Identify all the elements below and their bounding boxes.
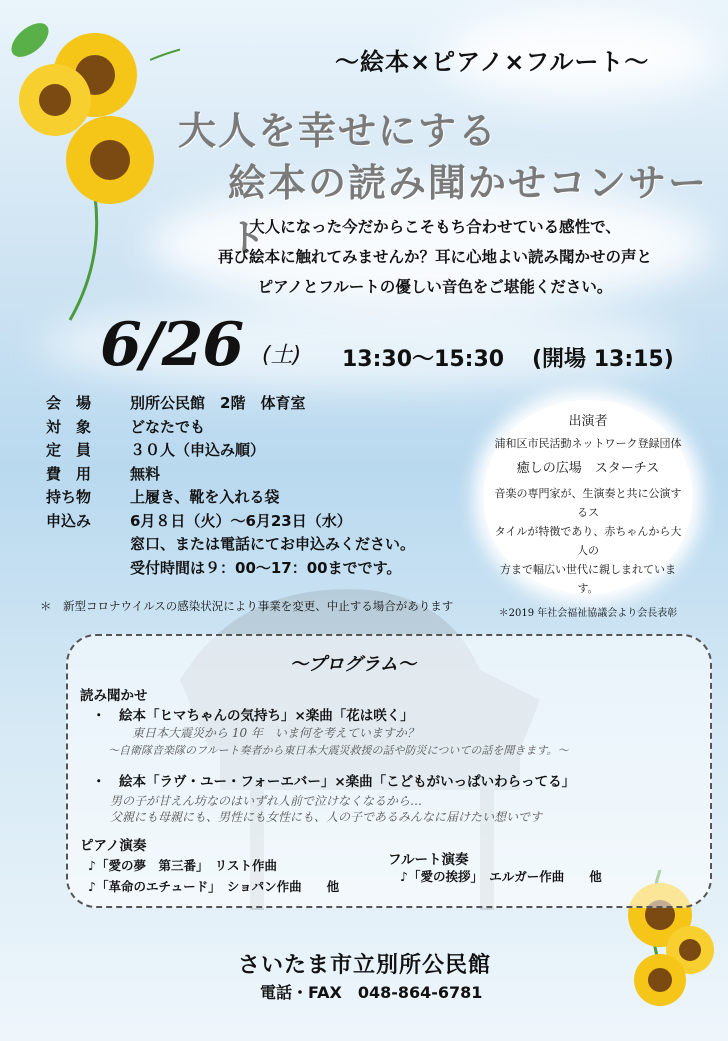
piano-piece: ♪「革命のエチュード」 ショパン作曲 他: [88, 879, 340, 894]
detail-row: [46, 439, 415, 463]
detail-row: [46, 463, 415, 487]
title-line-2: 絵本の読み聞かせコンサート: [228, 161, 709, 260]
reading-desc: 東日本大震災から 10 年 いま何を考えていますか？: [132, 726, 419, 740]
intro-text: [170, 212, 700, 302]
performer-heading: 出演者: [568, 414, 608, 429]
performer-desc: [484, 484, 692, 598]
performer-org: 浦和区市民活動ネットワーク登録団体: [494, 437, 682, 450]
detail-value: 別所公民館 2階 体育室: [130, 394, 306, 412]
performer-desc-line: タイルが特徴であり、赤ちゃんから大人の: [494, 525, 682, 557]
detail-key: 定 員: [46, 441, 92, 459]
detail-row: [46, 510, 415, 534]
subtitle: ～絵本×ピアノ×フルート～: [335, 48, 650, 76]
detail-value: 無料: [130, 464, 161, 483]
detail-key: 対 象: [46, 417, 92, 436]
detail-row: [46, 416, 415, 440]
reading-desc: ～自衛隊音楽隊のフルート奏者から東日本大震災救援の話や防災についての話を聞きます。～: [108, 744, 569, 757]
detail-row: [46, 392, 415, 416]
event-details: [46, 392, 415, 580]
intro-line: 再び絵本に触れてみませんか？耳に心地よい読み聞かせの声と: [217, 248, 652, 266]
detail-key: 持ち物: [46, 488, 92, 506]
detail-value: どなたでも: [130, 417, 206, 436]
title-line-1: 大人を幸せにする: [178, 109, 499, 153]
covid-note: ＊ 新型コロナウイルスの感染状況により事業を変更、中止する場合があります: [40, 599, 454, 613]
detail-key: 申込み: [46, 511, 92, 530]
piano-heading: ピアノ演奏: [80, 838, 147, 854]
contact-phone: 電話・FAX 048-864-6781: [260, 983, 483, 1002]
detail-continued: 受付時間は９：00～17：00までです。: [130, 558, 402, 577]
opening-time: (開場 13:15): [532, 347, 674, 372]
reading-item: ・ 絵本「ヒマちゃんの気持ち」×楽曲「花は咲く」: [92, 708, 414, 724]
venue-name: さいたま市立別所公民館: [238, 953, 492, 978]
reading-desc: 男の子が甘えん坊なのはいずれ人前で泣けなくなるから…: [110, 794, 423, 808]
flute-heading: フルート演奏: [388, 852, 469, 868]
event-day: (土): [262, 343, 302, 368]
detail-key: 費 用: [46, 464, 92, 483]
performer-desc-line: 方まで幅広い世代に親しまれています。: [500, 563, 676, 595]
program-title: ～プログラム～: [290, 654, 416, 675]
intro-line: ピアノとフルートの優しい音色をご堪能ください。: [257, 278, 613, 296]
event-time: 13:30～15:30: [342, 347, 505, 372]
detail-row: [46, 486, 415, 510]
performer-name: 癒しの広場 スターチス: [516, 461, 660, 476]
intro-line: 大人になった今だからこそもち合わせている感性で、: [249, 218, 621, 236]
performer-desc-line: 音楽の専門家が、生演奏と共に公演するス: [494, 487, 682, 519]
detail-value: ３０人（申込み順）: [130, 441, 266, 459]
piano-piece: ♪「愛の夢 第三番」 リスト作曲: [88, 858, 277, 873]
detail-continued: 窓口、または電話にてお申込みください。: [130, 535, 416, 553]
sunflower-icon: [0, 0, 180, 330]
reading-item: ・ 絵本「ラヴ・ユー・フォーエバー」×楽曲「こどもがいっぱいわらってる」: [92, 774, 576, 790]
performer-box: [484, 400, 692, 619]
flute-piece: ♪「愛の挨拶」 エルガー作曲 他: [400, 869, 602, 884]
detail-key: 会 場: [46, 394, 92, 412]
event-date: 6/26: [100, 310, 244, 380]
detail-value: 上履き、靴を入れる袋: [130, 488, 280, 506]
performer-award: ＊2019 年社会福祉協議会より会長表彰: [498, 608, 678, 619]
reading-heading: 読み聞かせ: [80, 688, 148, 704]
reading-desc: 父親にも母親にも、男性にも女性にも、人の子であるみんなに届けたい想いです: [110, 810, 543, 824]
detail-value: 6月８日（火）～6月23日（水）: [130, 511, 352, 530]
